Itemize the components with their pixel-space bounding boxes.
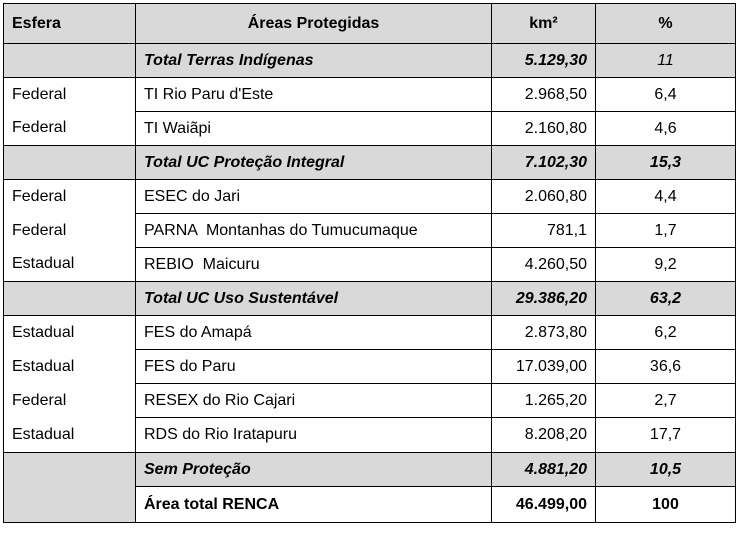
- header-pct: %: [596, 4, 736, 44]
- esfera-cell: Estadual: [4, 316, 136, 350]
- total-km2: 29.386,20: [492, 282, 596, 316]
- table-row: [4, 418, 736, 453]
- area-cell: FES do Paru: [136, 350, 492, 384]
- km2-cell: 8.208,20: [492, 418, 596, 453]
- pct-cell: 1,7: [596, 214, 736, 248]
- header-km2: km²: [492, 4, 596, 44]
- km2-cell: 781,1: [492, 214, 596, 248]
- pct-cell: 2,7: [596, 384, 736, 418]
- table-row: [4, 78, 736, 112]
- esfera-cell: Estadual: [4, 248, 136, 282]
- area-total-pct: 100: [596, 487, 736, 523]
- km2-cell: 1.265,20: [492, 384, 596, 418]
- area-cell: TI Waiãpi: [136, 112, 492, 146]
- sem-protecao-label: Sem Proteção: [136, 453, 492, 487]
- esfera-cell: Estadual: [4, 418, 136, 453]
- esfera-cell: [4, 146, 136, 180]
- header-areas: Áreas Protegidas: [136, 4, 492, 44]
- total-label: Total UC Proteção Integral: [136, 146, 492, 180]
- area-cell: ESEC do Jari: [136, 180, 492, 214]
- esfera-cell: Federal: [4, 214, 136, 248]
- esfera-cell: Federal: [4, 112, 136, 146]
- km2-cell: 17.039,00: [492, 350, 596, 384]
- total-row: [4, 146, 736, 180]
- esfera-cell: Estadual: [4, 350, 136, 384]
- km2-cell: 2.873,80: [492, 316, 596, 350]
- protected-areas-table: [3, 3, 736, 523]
- pct-cell: 4,6: [596, 112, 736, 146]
- area-cell: FES do Amapá: [136, 316, 492, 350]
- total-row: [4, 44, 736, 78]
- sem-protecao-pct: 10,5: [596, 453, 736, 487]
- table-row: [4, 350, 736, 384]
- km2-cell: 2.160,80: [492, 112, 596, 146]
- area-total-label: Área total RENCA: [136, 487, 492, 523]
- pct-cell: 4,4: [596, 180, 736, 214]
- esfera-cell: Federal: [4, 384, 136, 418]
- pct-cell: 17,7: [596, 418, 736, 453]
- sem-protecao-km2: 4.881,20: [492, 453, 596, 487]
- pct-cell: 6,4: [596, 78, 736, 112]
- total-label: Total UC Uso Sustentável: [136, 282, 492, 316]
- esfera-cell: Federal: [4, 180, 136, 214]
- area-cell: PARNA Montanhas do Tumucumaque: [136, 214, 492, 248]
- total-pct: 63,2: [596, 282, 736, 316]
- total-pct: 15,3: [596, 146, 736, 180]
- table-row: [4, 384, 736, 418]
- sem-protecao-row: [4, 453, 736, 487]
- total-km2: 7.102,30: [492, 146, 596, 180]
- area-total-km2: 46.499,00: [492, 487, 596, 523]
- area-cell: RDS do Rio Iratapuru: [136, 418, 492, 453]
- area-cell: RESEX do Rio Cajari: [136, 384, 492, 418]
- km2-cell: 2.968,50: [492, 78, 596, 112]
- pct-cell: 36,6: [596, 350, 736, 384]
- pct-cell: 6,2: [596, 316, 736, 350]
- total-row: [4, 282, 736, 316]
- esfera-cell: [4, 282, 136, 316]
- esfera-cell: Federal: [4, 78, 136, 112]
- total-label: Total Terras Indígenas: [136, 44, 492, 78]
- esfera-cell: [4, 44, 136, 78]
- table-row: [4, 248, 736, 282]
- total-km2: 5.129,30: [492, 44, 596, 78]
- table-row: [4, 214, 736, 248]
- table-row: [4, 180, 736, 214]
- table-row: [4, 112, 736, 146]
- km2-cell: 2.060,80: [492, 180, 596, 214]
- header-row: [4, 4, 736, 44]
- table-row: [4, 316, 736, 350]
- esfera-cell: [4, 453, 136, 523]
- header-esfera: Esfera: [4, 4, 136, 44]
- area-cell: REBIO Maicuru: [136, 248, 492, 282]
- area-cell: TI Rio Paru d'Este: [136, 78, 492, 112]
- total-pct: 11: [596, 44, 736, 78]
- km2-cell: 4.260,50: [492, 248, 596, 282]
- pct-cell: 9,2: [596, 248, 736, 282]
